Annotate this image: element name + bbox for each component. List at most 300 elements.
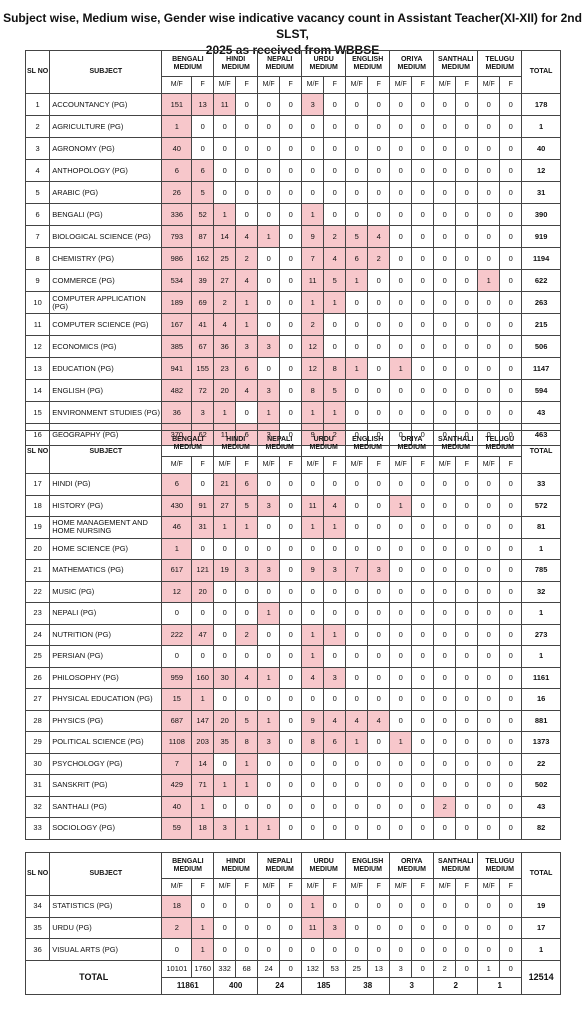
value-cell: 0 [390,226,412,248]
value-cell: 0 [478,424,500,446]
value-cell: 1 [192,796,214,818]
value-cell: 3 [368,560,390,582]
f-header: F [324,457,346,474]
header-row-mediums [26,853,561,879]
value-cell: 0 [368,358,390,380]
value-cell: 0 [368,138,390,160]
value-cell: 0 [412,424,434,446]
value-cell: 0 [368,292,390,314]
value-cell: 0 [368,424,390,446]
sl-no-cell: 25 [26,646,50,668]
row-total-cell: 22 [522,753,561,775]
mf-header: M/F [434,879,456,896]
row-total-cell: 622 [522,270,561,292]
value-cell: 0 [412,667,434,689]
value-cell: 30 [214,667,236,689]
medium-header: SANTHALI MEDIUM [434,431,478,457]
value-cell: 0 [346,292,368,314]
value-cell: 1 [214,775,236,797]
value-cell: 0 [258,160,280,182]
subject-cell: NUTRITION (PG) [50,624,162,646]
f-header: F [368,879,390,896]
value-cell: 1 [258,667,280,689]
medium-header: URDU MEDIUM [302,853,346,879]
row-total-cell: 81 [522,517,561,539]
value-cell: 0 [412,160,434,182]
value-cell: 5 [192,182,214,204]
f-header: F [500,457,522,474]
value-cell: 0 [192,896,214,918]
value-cell: 0 [456,732,478,754]
value-cell: 0 [346,182,368,204]
value-cell: 0 [478,358,500,380]
sl-no-header: SL NO [26,51,50,94]
sl-no-cell: 14 [26,380,50,402]
value-cell: 0 [236,603,258,625]
value-cell: 0 [324,204,346,226]
value-cell: 0 [280,896,302,918]
value-cell: 4 [214,314,236,336]
value-cell: 0 [390,646,412,668]
value-cell: 0 [456,560,478,582]
f-header: F [368,77,390,94]
table-row [26,560,561,582]
value-cell: 1 [302,292,324,314]
value-cell: 0 [324,116,346,138]
value-cell: 18 [192,818,214,840]
sl-no-cell: 23 [26,603,50,625]
value-cell: 0 [412,116,434,138]
value-cell: 0 [280,160,302,182]
value-cell: 0 [302,474,324,496]
value-cell: 1 [214,402,236,424]
value-cell: 0 [236,896,258,918]
value-cell: 0 [258,917,280,939]
value-cell: 1 [324,624,346,646]
value-cell: 0 [434,402,456,424]
sl-no-cell: 5 [26,182,50,204]
value-cell: 0 [390,116,412,138]
value-cell: 0 [434,94,456,116]
value-cell: 0 [456,495,478,517]
value-cell: 0 [500,732,522,754]
value-cell: 167 [162,314,192,336]
value-cell: 0 [390,270,412,292]
medium-header: ENGLISH MEDIUM [346,51,390,77]
value-cell: 0 [434,380,456,402]
value-cell: 7 [302,248,324,270]
value-cell: 1 [302,402,324,424]
value-cell: 69 [192,292,214,314]
value-cell: 0 [434,710,456,732]
medium-header: BENGALI MEDIUM [162,51,214,77]
value-cell: 0 [324,939,346,961]
value-cell: 1 [192,689,214,711]
value-cell: 4 [302,667,324,689]
value-cell: 0 [412,402,434,424]
value-cell: 5 [346,226,368,248]
gender-total-cell: 0 [280,961,302,978]
row-total-cell: 31 [522,182,561,204]
table-row [26,732,561,754]
value-cell: 0 [412,603,434,625]
table-row [26,710,561,732]
subject-cell: COMMERCE (PG) [50,270,162,292]
value-cell: 0 [214,939,236,961]
value-cell: 0 [500,538,522,560]
table-row [26,917,561,939]
value-cell: 1 [236,775,258,797]
value-cell: 0 [390,204,412,226]
value-cell: 0 [324,160,346,182]
value-cell: 0 [346,336,368,358]
mf-header: M/F [162,77,192,94]
value-cell: 0 [456,538,478,560]
value-cell: 0 [500,248,522,270]
value-cell: 0 [478,732,500,754]
value-cell: 0 [258,581,280,603]
value-cell: 0 [390,896,412,918]
medium-header: NEPALI MEDIUM [258,853,302,879]
value-cell: 0 [500,917,522,939]
gender-total-cell: 0 [456,961,478,978]
value-cell: 0 [192,138,214,160]
value-cell: 5 [236,495,258,517]
value-cell: 617 [162,560,192,582]
value-cell: 0 [368,603,390,625]
sl-no-cell: 1 [26,94,50,116]
value-cell: 0 [346,896,368,918]
value-cell: 4 [236,667,258,689]
value-cell: 6 [192,160,214,182]
value-cell: 0 [412,896,434,918]
mf-header: M/F [258,77,280,94]
value-cell: 0 [390,292,412,314]
value-cell: 0 [346,538,368,560]
medium-header: BENGALI MEDIUM [162,853,214,879]
value-cell: 0 [478,248,500,270]
value-cell: 222 [162,624,192,646]
value-cell: 87 [192,226,214,248]
sl-no-cell: 28 [26,710,50,732]
value-cell: 0 [214,646,236,668]
value-cell: 27 [214,495,236,517]
value-cell: 0 [280,116,302,138]
value-cell: 0 [258,270,280,292]
value-cell: 0 [324,581,346,603]
value-cell: 3 [302,94,324,116]
subject-cell: BIOLOGICAL SCIENCE (PG) [50,226,162,248]
subject-cell: PSYCHOLOGY (PG) [50,753,162,775]
value-cell: 0 [368,775,390,797]
table-row [26,818,561,840]
mf-header: M/F [346,77,368,94]
value-cell: 0 [280,204,302,226]
sl-no-cell: 34 [26,896,50,918]
value-cell: 3 [258,336,280,358]
value-cell: 0 [390,710,412,732]
value-cell: 0 [412,560,434,582]
value-cell: 0 [478,581,500,603]
row-total-cell: 19 [522,896,561,918]
value-cell: 0 [434,358,456,380]
value-cell: 0 [478,94,500,116]
value-cell: 0 [346,646,368,668]
value-cell: 0 [390,667,412,689]
value-cell: 2 [302,314,324,336]
value-cell: 0 [478,160,500,182]
value-cell: 0 [324,138,346,160]
value-cell: 0 [280,538,302,560]
medium-header: URDU MEDIUM [302,51,346,77]
value-cell: 91 [192,495,214,517]
value-cell: 3 [324,667,346,689]
header-row-mediums [26,431,561,457]
value-cell: 11 [214,94,236,116]
value-cell: 0 [456,402,478,424]
subject-cell: MATHEMATICS (PG) [50,560,162,582]
value-cell: 0 [258,314,280,336]
value-cell: 12 [162,581,192,603]
value-cell: 0 [302,753,324,775]
value-cell: 0 [236,160,258,182]
value-cell: 0 [258,138,280,160]
value-cell: 20 [214,710,236,732]
subject-cell: ARABIC (PG) [50,182,162,204]
value-cell: 21 [214,474,236,496]
f-header: F [236,457,258,474]
value-cell: 0 [478,474,500,496]
value-cell: 0 [258,116,280,138]
value-cell: 23 [214,358,236,380]
value-cell: 687 [162,710,192,732]
row-total-cell: 1373 [522,732,561,754]
value-cell: 0 [500,646,522,668]
f-header: F [500,77,522,94]
value-cell: 0 [434,624,456,646]
sl-no-cell: 20 [26,538,50,560]
value-cell: 0 [412,775,434,797]
value-cell: 0 [302,182,324,204]
subject-cell: ENVIRONMENT STUDIES (PG) [50,402,162,424]
table-row [26,775,561,797]
value-cell: 0 [390,581,412,603]
value-cell: 0 [280,775,302,797]
sl-no-cell: 16 [26,424,50,446]
value-cell: 0 [478,796,500,818]
value-cell: 1 [214,517,236,539]
medium-header: TELUGU MEDIUM [478,853,522,879]
value-cell: 0 [500,402,522,424]
value-cell: 0 [368,896,390,918]
value-cell: 0 [412,314,434,336]
value-cell: 0 [456,474,478,496]
medium-total-cell: 1 [478,978,522,995]
value-cell: 7 [162,753,192,775]
value-cell: 0 [236,402,258,424]
value-cell: 0 [456,270,478,292]
value-cell: 0 [280,603,302,625]
value-cell: 0 [280,292,302,314]
value-cell: 0 [280,818,302,840]
value-cell: 0 [324,538,346,560]
value-cell: 0 [434,495,456,517]
value-cell: 12 [302,336,324,358]
subject-cell: AGRONOMY (PG) [50,138,162,160]
value-cell: 0 [280,517,302,539]
value-cell: 1 [324,292,346,314]
value-cell: 0 [346,581,368,603]
value-cell: 0 [434,560,456,582]
mf-header: M/F [346,879,368,896]
value-cell: 0 [412,818,434,840]
sl-no-cell: 9 [26,270,50,292]
value-cell: 0 [434,517,456,539]
value-cell: 0 [346,775,368,797]
value-cell: 0 [412,204,434,226]
value-cell: 0 [390,775,412,797]
value-cell: 0 [324,818,346,840]
value-cell: 0 [214,753,236,775]
value-cell: 0 [434,818,456,840]
mf-header: M/F [478,879,500,896]
value-cell: 0 [434,314,456,336]
value-cell: 0 [258,646,280,668]
value-cell: 3 [258,380,280,402]
value-cell: 20 [192,581,214,603]
medium-total-cell: 2 [434,978,478,995]
value-cell: 0 [346,818,368,840]
value-cell: 6 [324,732,346,754]
value-cell: 0 [302,939,324,961]
value-cell: 3 [258,560,280,582]
value-cell: 19 [214,560,236,582]
value-cell: 3 [258,495,280,517]
subject-cell: MUSIC (PG) [50,581,162,603]
value-cell: 0 [434,775,456,797]
subject-cell: HOME MANAGEMENT AND HOME NURSING [50,517,162,539]
value-cell: 1 [236,517,258,539]
subject-cell: HISTORY (PG) [50,495,162,517]
gender-total-cell: 0 [500,961,522,978]
f-header: F [456,77,478,94]
sl-no-cell: 13 [26,358,50,380]
value-cell: 0 [346,138,368,160]
sl-no-cell: 3 [26,138,50,160]
value-cell: 0 [456,517,478,539]
value-cell: 0 [478,667,500,689]
sl-no-cell: 12 [26,336,50,358]
f-header: F [192,457,214,474]
value-cell: 1 [390,732,412,754]
value-cell: 0 [236,689,258,711]
value-cell: 0 [390,796,412,818]
row-total-cell: 1 [522,603,561,625]
medium-header: ORIYA MEDIUM [390,853,434,879]
value-cell: 0 [456,896,478,918]
sl-no-cell: 29 [26,732,50,754]
f-header: F [280,77,302,94]
medium-header: TELUGU MEDIUM [478,51,522,77]
value-cell: 5 [324,380,346,402]
value-cell: 0 [390,94,412,116]
value-cell: 2 [236,624,258,646]
value-cell: 0 [412,624,434,646]
value-cell: 0 [434,424,456,446]
sl-no-cell: 15 [26,402,50,424]
value-cell: 1 [390,495,412,517]
subject-header: SUBJECT [50,51,162,94]
table-row [26,270,561,292]
value-cell: 0 [434,270,456,292]
table-row [26,138,561,160]
vacancy-table-part-2 [25,430,561,840]
value-cell: 2 [368,248,390,270]
value-cell: 4 [324,495,346,517]
value-cell: 0 [214,603,236,625]
value-cell: 0 [258,358,280,380]
value-cell: 0 [368,624,390,646]
gender-total-cell: 1760 [192,961,214,978]
value-cell: 1 [236,314,258,336]
sl-no-cell: 31 [26,775,50,797]
sl-no-cell: 19 [26,517,50,539]
value-cell: 482 [162,380,192,402]
value-cell: 1 [192,939,214,961]
value-cell: 0 [258,896,280,918]
sl-no-cell: 24 [26,624,50,646]
medium-total-cell: 400 [214,978,258,995]
value-cell: 40 [162,796,192,818]
value-cell: 0 [214,138,236,160]
sl-no-cell: 32 [26,796,50,818]
value-cell: 0 [478,689,500,711]
value-cell: 1 [214,204,236,226]
value-cell: 0 [478,538,500,560]
value-cell: 0 [456,160,478,182]
value-cell: 0 [390,818,412,840]
value-cell: 385 [162,336,192,358]
value-cell: 0 [236,116,258,138]
value-cell: 121 [192,560,214,582]
value-cell: 430 [162,495,192,517]
gender-total-cell: 3 [390,961,412,978]
medium-total-cell: 11861 [162,978,214,995]
sl-no-cell: 11 [26,314,50,336]
row-total-cell: 43 [522,402,561,424]
gender-total-cell: 1 [478,961,500,978]
table-row [26,94,561,116]
value-cell: 6 [162,160,192,182]
value-cell: 0 [456,581,478,603]
value-cell: 0 [412,917,434,939]
value-cell: 0 [500,358,522,380]
value-cell: 0 [456,710,478,732]
mf-header: M/F [390,879,412,896]
value-cell: 0 [456,818,478,840]
row-total-cell: 215 [522,314,561,336]
value-cell: 0 [280,753,302,775]
value-cell: 0 [434,226,456,248]
table-row [26,689,561,711]
value-cell: 0 [368,689,390,711]
value-cell: 0 [346,94,368,116]
value-cell: 0 [236,646,258,668]
sl-no-cell: 18 [26,495,50,517]
row-total-cell: 1 [522,646,561,668]
value-cell: 0 [302,796,324,818]
value-cell: 0 [434,116,456,138]
